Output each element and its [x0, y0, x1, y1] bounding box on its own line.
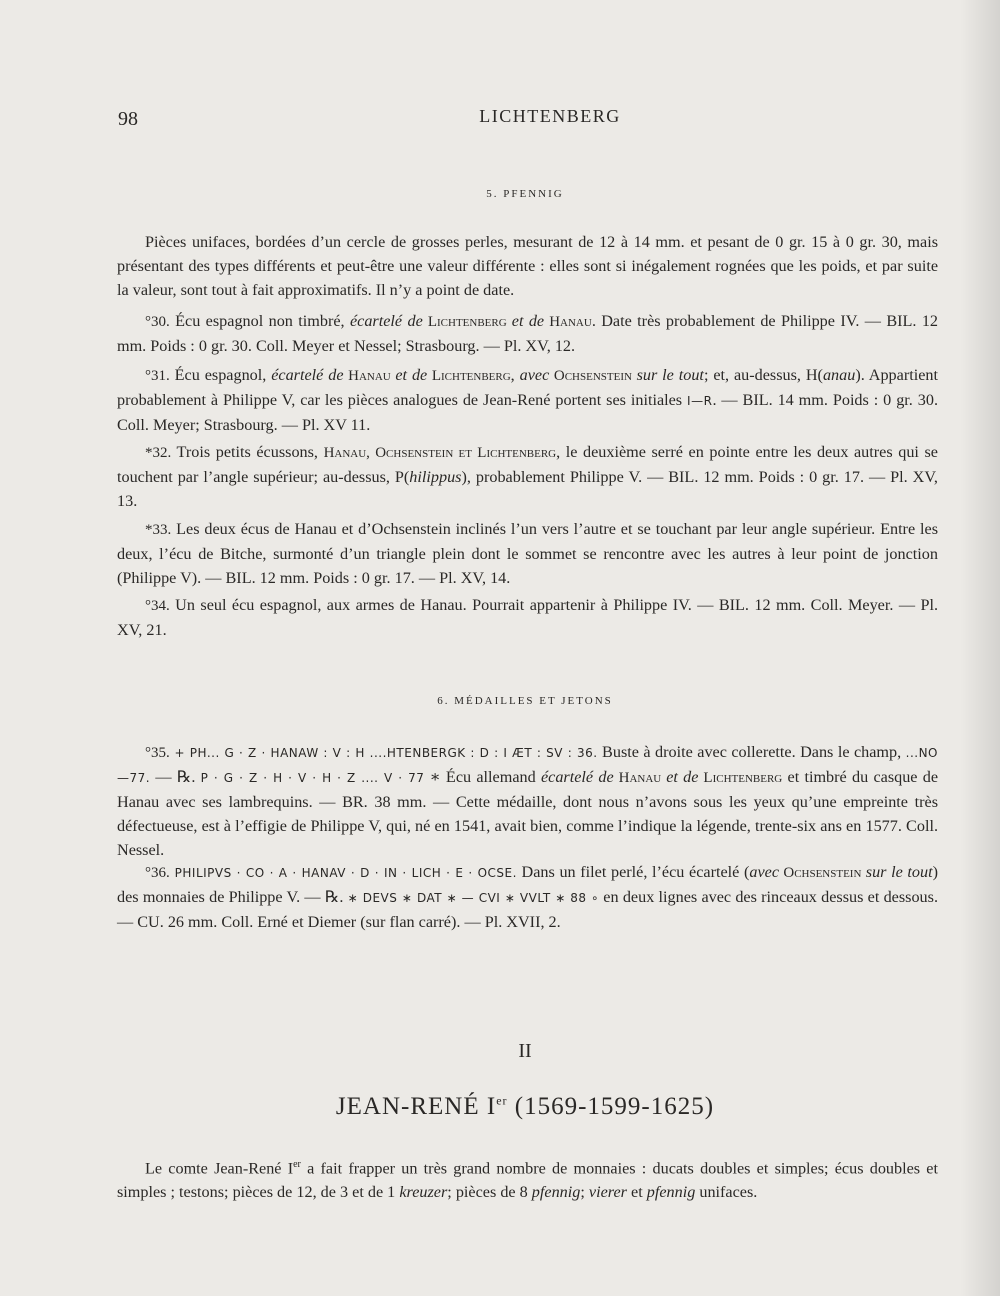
entry-36: °36. PHILIPVS · CO · A · HANAV · D · IN · LICH · E · OCSE. Dans un filet perlé, l’écu écartelé (avec Ochsenstein sur le tout) des monnaies de Philippe V. — ℞. ∗ DEVS ∗ DAT ∗ — CVI ∗ VVLT ∗ 88 ∘ en deux lignes avec des rinceaux dessus et dessous. — CU. 26 mm. Coll. Erné et Diemer (sur flan carré). — Pl. XVII, 2.	[117, 863, 938, 931]
entry-32: *32. Trois petits écussons, Hanau, Ochsenstein et Lichtenberg, le deuxième serré en pointe entre les deux autres qui se touchent par l’angle supérieur; au-dessus, P(hilippus), probablement Philippe V. — BIL. 12 mm. Poids : 0 gr. 17. — Pl. XV, 13.	[117, 443, 938, 510]
entry-number: °35.	[145, 745, 170, 761]
entry-number: °30.	[145, 314, 170, 330]
section-intro: Pièces unifaces, bordées d’un cercle de grosses perles, mesurant de 12 à 14 mm. et pesant de 0 gr. 15 à 0 gr. 30, mais présentant des types différents et peut-être une valeur différente : elles sont si inégalement rognées que les poids, et par suite la valeur, sont tout à fait approximatifs. Il n’y a point de date.	[117, 233, 938, 299]
entry-33: *33. Les deux écus de Hanau et d’Ochsenstein inclinés l’un vers l’autre et se touchant par leur angle supérieur. Entre les deux, l’écu de Bitche, surmonté d’un triangle plein dont le sommet se rencontre avec les autres à leur point de jonction (Philippe V). — BIL. 12 mm. Poids : 0 gr. 17. — Pl. XV, 14.	[117, 520, 938, 587]
entry-30: °30. Écu espagnol non timbré, écartelé de Lichtenberg et de Hanau. Date très probablement de Philippe IV. — BIL. 12 mm. Poids : 0 gr. 30. Coll. Meyer et Nessel; Strasbourg. — Pl. XV, 12.	[117, 312, 939, 355]
entry-35: °35. + PH... G · Z · HANAW : V : H ....HTENBERGK : D : I ÆT : SV : 36. Buste à droite avec collerette. Dans le champ, ...NO—77. — ℞. P · G · Z · H · V · H · Z .... V · 77 ∗ Écu allemand écartelé de Hanau et de Lichtenberg et timbré du casque de Hanau avec ses lambrequins. — BR. 38 mm. — Cette médaille, dont nous n’avons sous les yeux qu’une empreinte très défectueuse, est à l’effigie de Philippe V, qui, né en 1541, avait bien, comme l’indique la légende, trente-six ans en 1577. Coll. Nessel.	[117, 743, 939, 859]
entry-31: °31. Écu espagnol, écartelé de Hanau et de Lichtenberg, avec Ochsenstein sur le tout; et, au-dessus, H(anau). Appartient probablement à Philippe V, car les pièces analogues de Jean-René portent ses initiales I—R. — BIL. 14 mm. Poids : 0 gr. 30. Coll. Meyer; Strasbourg. — Pl. XV 11.	[117, 366, 938, 434]
entry-number: °36.	[145, 865, 170, 881]
entry-number: *32.	[145, 445, 172, 461]
chapter-number: II	[518, 1040, 532, 1062]
running-title: LICHTENBERG	[479, 106, 621, 126]
entry-number: *33.	[145, 522, 172, 538]
chapter-title: JEAN-RENÉ Ier (1569-1599-1625)	[335, 1093, 715, 1120]
section-heading-medailles: 6. MÉDAILLES ET JETONS	[437, 695, 613, 707]
page-number: 98	[118, 108, 138, 130]
section-heading-pfennig: 5. PFENNIG	[486, 188, 564, 200]
entry-34: °34. Un seul écu espagnol, aux armes de Hanau. Pourrait appartenir à Philippe IV. — BIL. 12 mm. Coll. Meyer. — Pl. XV, 21.	[117, 596, 938, 639]
entry-number: °31.	[145, 368, 170, 384]
entry-number: °34.	[145, 598, 170, 614]
chapter-intro: Le comte Jean-René Ier a fait frapper un très grand nombre de monnaies : ducats doubles et simples; écus doubles et simples ; testons; pièces de 12, de 3 et de 1 kreuzer; pièces de 8 pfennig; vierer et pfennig unifaces.	[117, 1159, 938, 1202]
